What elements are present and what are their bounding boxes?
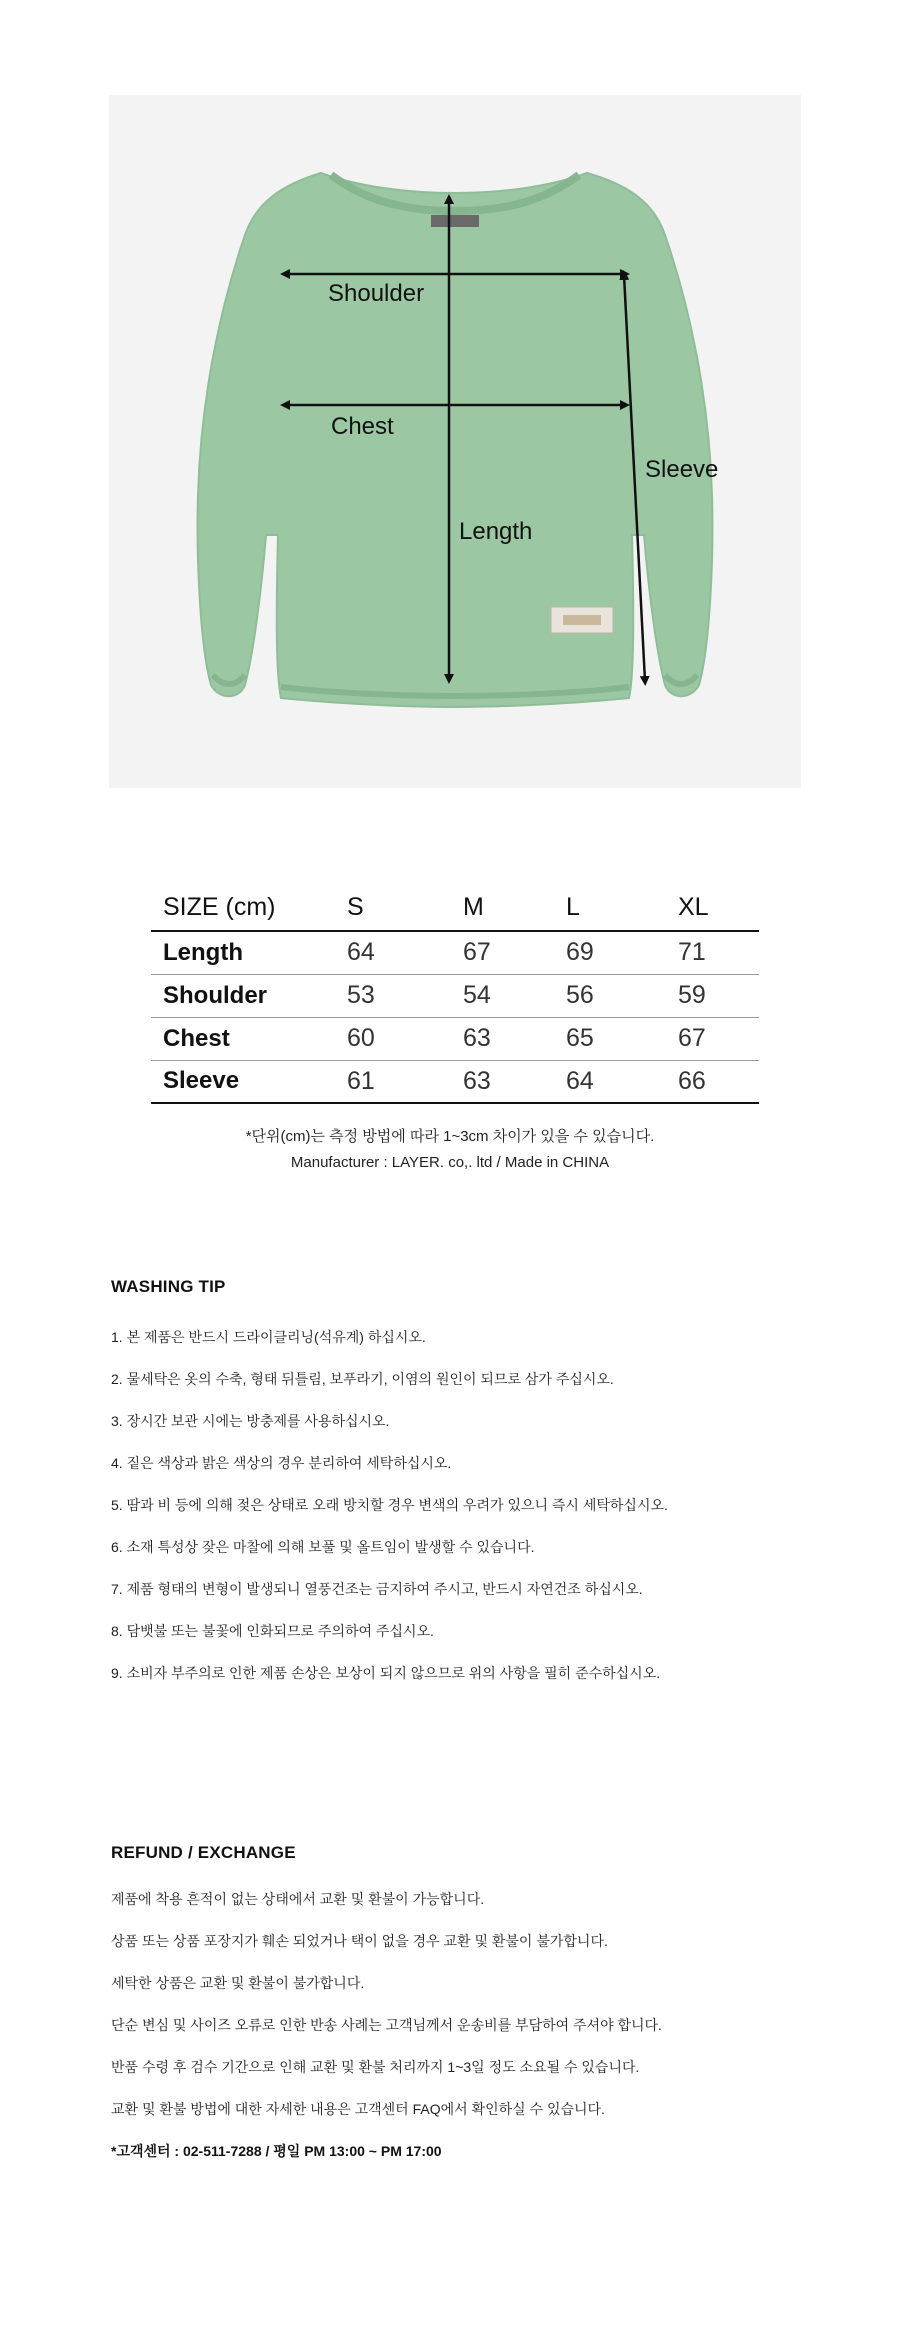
refund-item: 세탁한 상품은 교환 및 환불이 불가합니다. bbox=[111, 1975, 365, 1991]
refund-item: 제품에 착용 흔적이 없는 상태에서 교환 및 환불이 가능합니다. bbox=[111, 1891, 485, 1907]
size-table bbox=[151, 884, 759, 1104]
washing-tip-item: 4. 짙은 색상과 밝은 색상의 경우 분리하여 세탁하십시오. bbox=[111, 1455, 452, 1471]
refund-item: 상품 또는 상품 포장지가 훼손 되었거나 택이 없을 경우 교환 및 환불이 불가합니다. bbox=[111, 1933, 608, 1949]
refund-exchange-title: REFUND / EXCHANGE bbox=[111, 1843, 296, 1862]
table-cell: 71 bbox=[666, 931, 759, 974]
washing-tip-title: WASHING TIP bbox=[111, 1277, 226, 1296]
washing-tip-item: 8. 담뱃불 또는 불꽃에 인화되므로 주의하여 주십시오. bbox=[111, 1623, 434, 1639]
washing-tip-item: 7. 제품 형태의 변형이 발생되니 열풍건조는 금지하여 주시고, 반드시 자연건조 하십시오. bbox=[111, 1581, 643, 1597]
washing-tip-item: 2. 물세탁은 옷의 수축, 형태 뒤틀림, 보푸라기, 이염의 원인이 되므로 삼가 주십시오. bbox=[111, 1371, 614, 1387]
table-cell: 66 bbox=[666, 1060, 759, 1103]
size-table-header-row bbox=[151, 884, 759, 931]
row-label-shoulder: Shoulder bbox=[151, 974, 335, 1017]
washing-tip-item: 5. 땀과 비 등에 의해 젖은 상태로 오래 방치할 경우 변색의 우려가 있으니 즉시 세탁하십시오. bbox=[111, 1497, 668, 1513]
unit-note: *단위(cm)는 측정 방법에 따라 1~3cm 차이가 있을 수 있습니다. bbox=[245, 1128, 655, 1145]
chest-label: Chest bbox=[331, 413, 394, 440]
label-patch-mark bbox=[563, 615, 601, 625]
row-label-sleeve: Sleeve bbox=[151, 1060, 335, 1103]
table-cell: 63 bbox=[451, 1060, 554, 1103]
size-header-m: M bbox=[451, 884, 554, 931]
table-cell: 61 bbox=[335, 1060, 451, 1103]
washing-tip-item: 9. 소비자 부주의로 인한 제품 손상은 보상이 되지 않으므로 위의 사항을 필히 준수하십시오. bbox=[111, 1665, 661, 1681]
length-label: Length bbox=[459, 518, 533, 545]
table-row bbox=[151, 974, 759, 1017]
sweater-body bbox=[198, 173, 713, 707]
shoulder-label: Shoulder bbox=[328, 280, 425, 307]
table-row bbox=[151, 931, 759, 974]
washing-tip-item: 3. 장시간 보관 시에는 방충제를 사용하십시오. bbox=[111, 1413, 390, 1429]
table-cell: 69 bbox=[554, 931, 666, 974]
table-cell: 60 bbox=[335, 1017, 451, 1060]
table-cell: 53 bbox=[335, 974, 451, 1017]
table-cell: 65 bbox=[554, 1017, 666, 1060]
sweater-diagram bbox=[109, 95, 801, 788]
table-cell: 56 bbox=[554, 974, 666, 1017]
washing-tip-item: 1. 본 제품은 반드시 드라이클리닝(석유계) 하십시오. bbox=[111, 1329, 426, 1345]
size-header-xl: XL bbox=[666, 884, 759, 931]
table-cell: 59 bbox=[666, 974, 759, 1017]
table-cell: 67 bbox=[451, 931, 554, 974]
refund-item: 반품 수령 후 검수 기간으로 인해 교환 및 환불 처리까지 1~3일 정도 소요될 수 있습니다. bbox=[111, 2059, 640, 2075]
table-cell: 67 bbox=[666, 1017, 759, 1060]
manufacturer-note: Manufacturer : LAYER. co,. ltd / Made in CHINA bbox=[290, 1154, 610, 1171]
table-cell: 64 bbox=[335, 931, 451, 974]
refund-item: 교환 및 환불 방법에 대한 자세한 내용은 고객센터 FAQ에서 확인하실 수 있습니다. bbox=[111, 2101, 605, 2117]
refund-item: 단순 변심 및 사이즈 오류로 인한 반송 사례는 고객님께서 운송비를 부담하여 주셔야 합니다. bbox=[111, 2017, 662, 2033]
sleeve-label: Sleeve bbox=[645, 456, 719, 483]
washing-tip-item: 6. 소재 특성상 잦은 마찰에 의해 보풀 및 올트임이 발생할 수 있습니다. bbox=[111, 1539, 535, 1555]
table-cell: 64 bbox=[554, 1060, 666, 1103]
table-cell: 54 bbox=[451, 974, 554, 1017]
size-header-label: SIZE (cm) bbox=[151, 884, 335, 931]
product-figure-panel bbox=[109, 95, 801, 788]
table-cell: 63 bbox=[451, 1017, 554, 1060]
row-label-chest: Chest bbox=[151, 1017, 335, 1060]
neck-tag bbox=[431, 215, 479, 227]
customer-center-contact: *고객센터 : 02-511-7288 / 평일 PM 13:00 ~ PM 17:00 bbox=[111, 2143, 442, 2159]
size-header-s: S bbox=[335, 884, 451, 931]
table-row bbox=[151, 1017, 759, 1060]
table-row bbox=[151, 1060, 759, 1103]
row-label-length: Length bbox=[151, 931, 335, 974]
size-header-l: L bbox=[554, 884, 666, 931]
